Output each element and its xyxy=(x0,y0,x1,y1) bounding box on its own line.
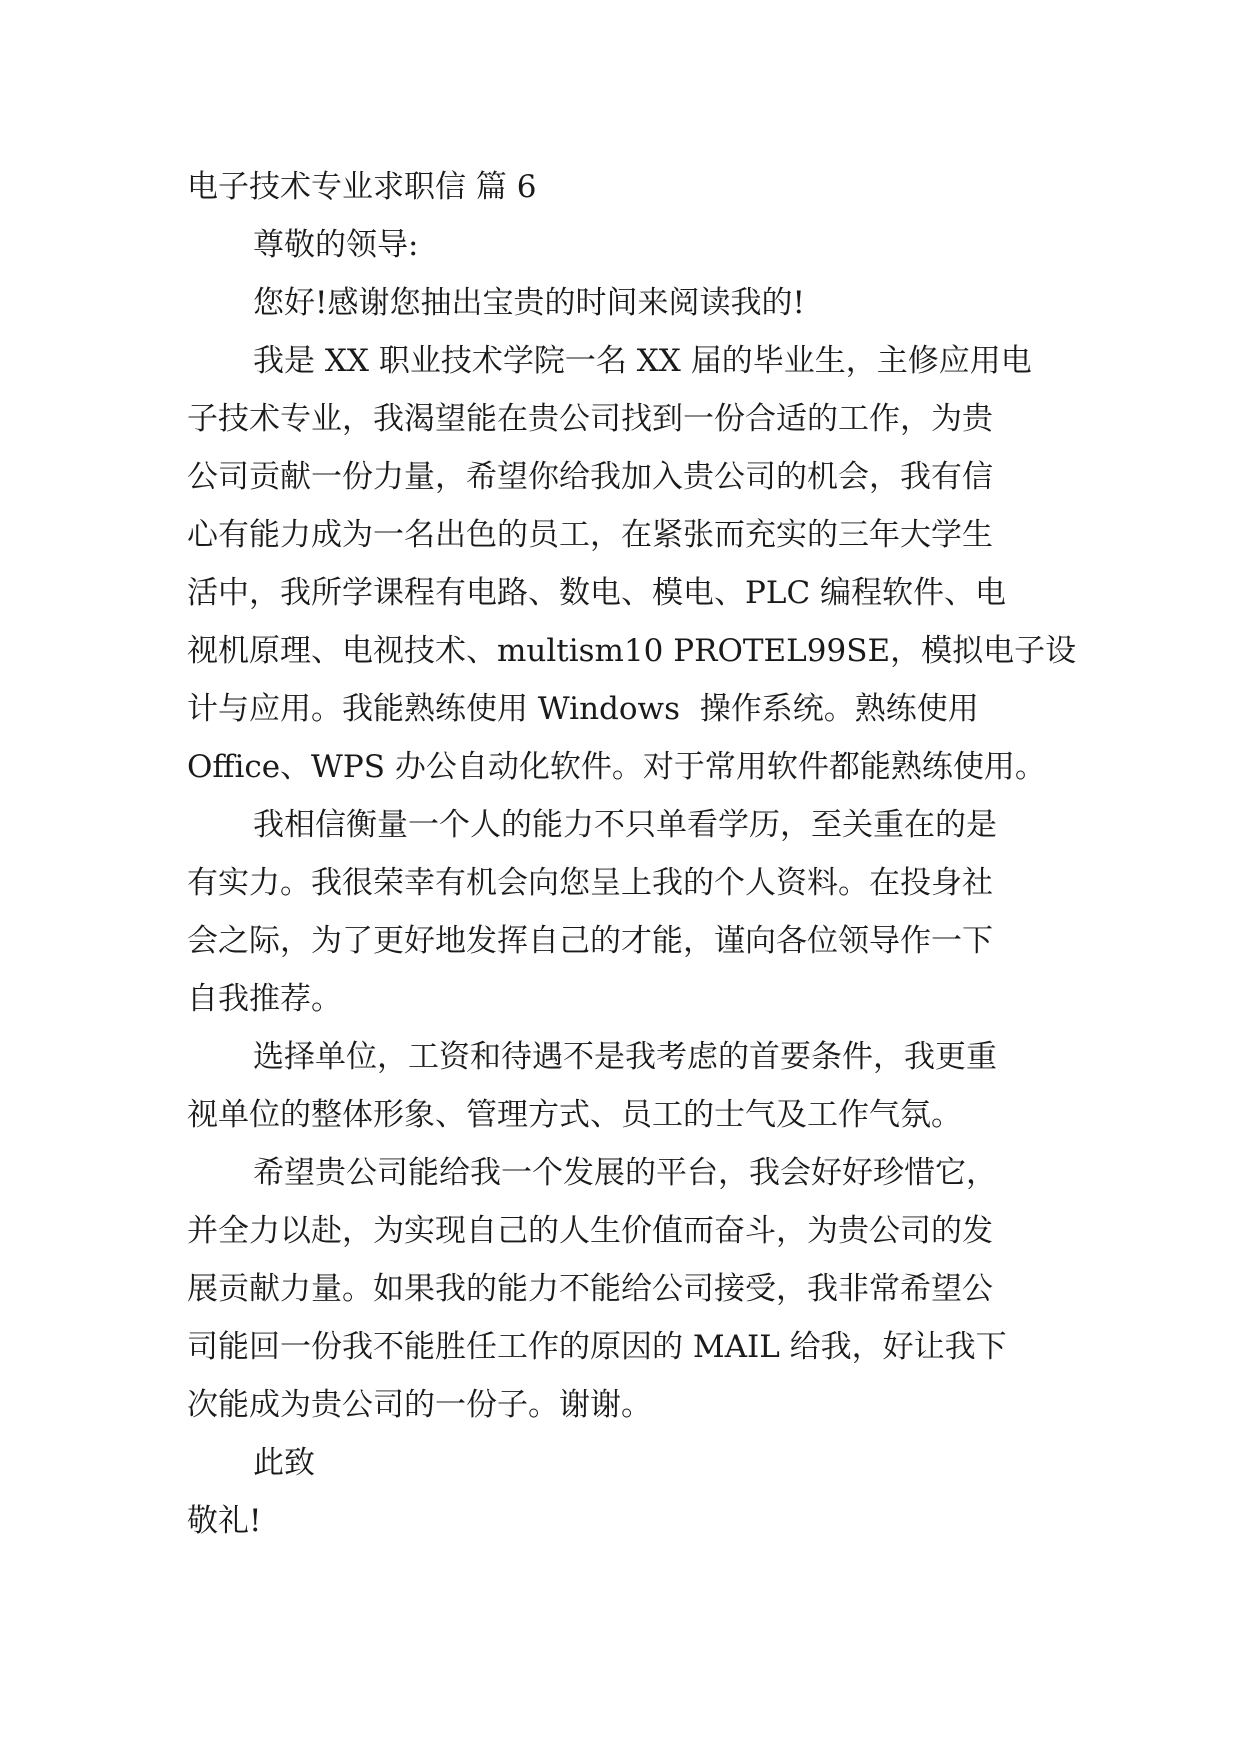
greeting: 您好!感谢您抽出宝贵的时间来阅读我的! xyxy=(253,285,805,321)
paragraph-line: 选择单位，工资和待遇不是我考虑的首要条件，我更重 xyxy=(253,1039,997,1075)
closing: 此致 xyxy=(253,1445,315,1481)
paragraph-line: 展贡献力量。如果我的能力不能给公司接受，我非常希望公 xyxy=(187,1271,993,1307)
paragraph-line: 子技术专业，我渴望能在贵公司找到一份合适的工作，为贵 xyxy=(187,401,993,437)
paragraph-line: 有实力。我很荣幸有机会向您呈上我的个人资料。在投身社 xyxy=(187,865,993,901)
paragraph-line: Office、WPS 办公自动化软件。对于常用软件都能熟练使用。 xyxy=(187,749,1046,785)
regards: 敬礼! xyxy=(187,1503,262,1539)
paragraph-line: 我相信衡量一个人的能力不只单看学历，至关重在的是 xyxy=(253,807,997,843)
paragraph-line: 自我推荐。 xyxy=(187,981,342,1017)
paragraph-line: 公司贡献一份力量，希望你给我加入贵公司的机会，我有信 xyxy=(187,459,993,495)
paragraph-line: 次能成为贵公司的一份子。谢谢。 xyxy=(187,1387,652,1423)
paragraph-line: 活中，我所学课程有电路、数电、模电、PLC 编程软件、电 xyxy=(187,575,1007,611)
paragraph-line: 会之际，为了更好地发挥自己的才能，谨向各位领导作一下 xyxy=(187,923,993,959)
paragraph-line: 视单位的整体形象、管理方式、员工的士气及工作气氛。 xyxy=(187,1097,962,1133)
paragraph-line: 我是 XX 职业技术学院一名 XX 届的毕业生，主修应用电 xyxy=(253,343,1032,379)
salutation: 尊敬的领导: xyxy=(253,227,419,263)
paragraph-line: 司能回一份我不能胜任工作的原因的 MAIL 给我，好让我下 xyxy=(187,1329,1007,1365)
paragraph-line: 心有能力成为一名出色的员工，在紧张而充实的三年大学生 xyxy=(187,517,993,553)
paragraph-line: 并全力以赴，为实现自己的人生价值而奋斗，为贵公司的发 xyxy=(187,1213,993,1249)
paragraph-line: 希望贵公司能给我一个发展的平台，我会好好珍惜它， xyxy=(253,1155,997,1191)
paragraph-line: 视机原理、电视技术、multism10 PROTEL99SE，模拟电子设 xyxy=(187,633,1077,669)
paragraph-line: 计与应用。我能熟练使用 Windows 操作系统。熟练使用 xyxy=(187,691,979,727)
document-title: 电子技术专业求职信 篇 6 xyxy=(187,169,537,205)
